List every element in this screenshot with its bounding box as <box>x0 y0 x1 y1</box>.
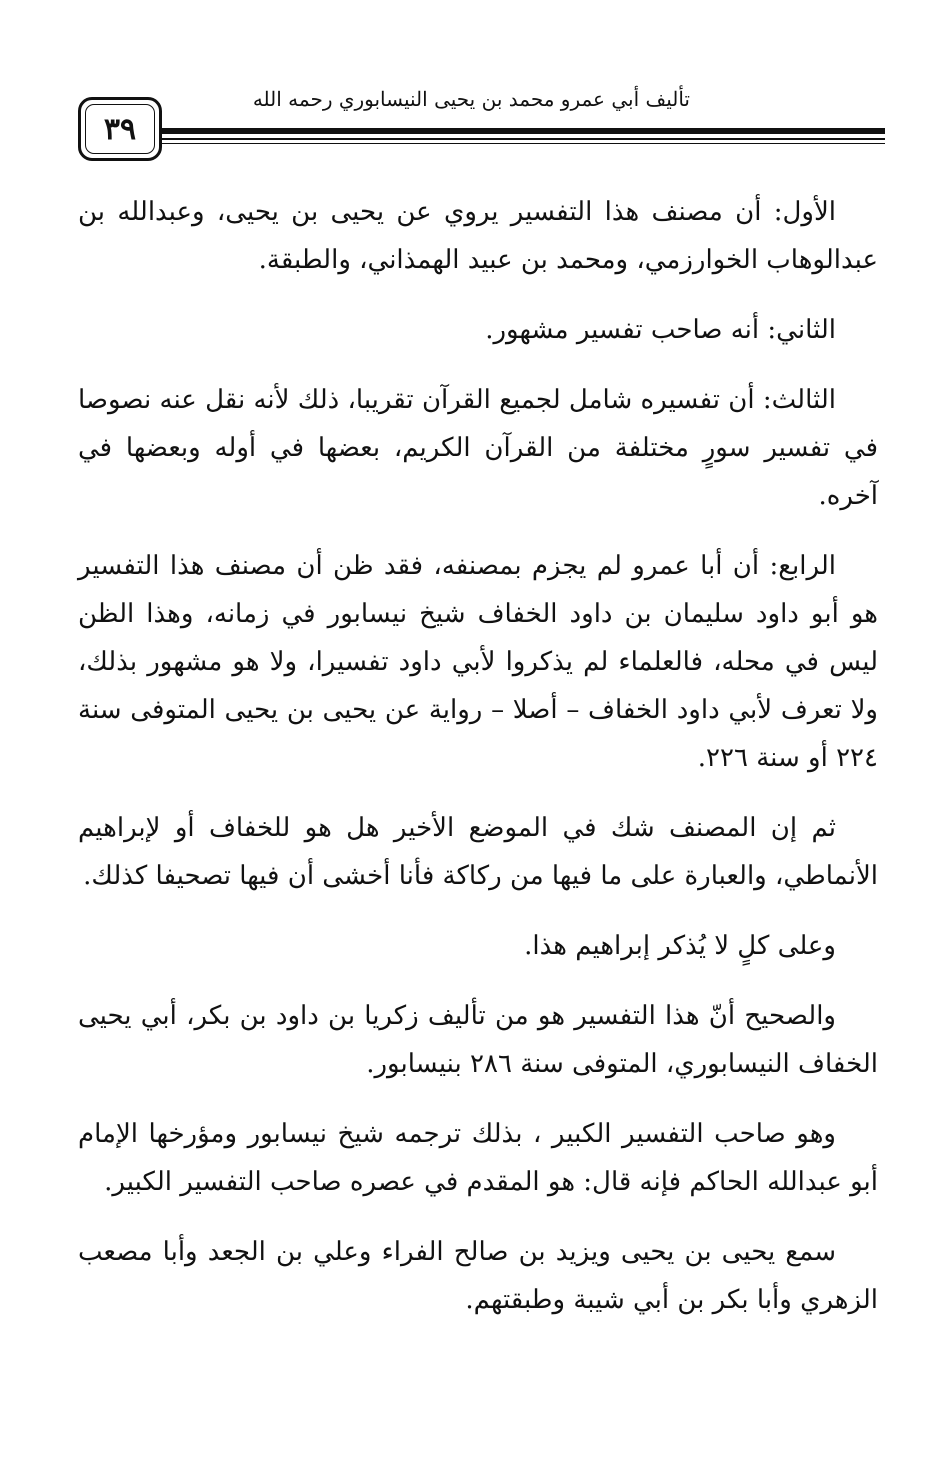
header-rule-thin-lower <box>160 143 885 144</box>
paragraph-author-doubt: ثم إن المصنف شك في الموضع الأخير هل هو للخفاف أو لإبراهيم الأنماطي، والعبارة على ما فيها من ركاكة فأنا أخشى أن فيها تصحيفا كذلك. <box>78 813 878 891</box>
header-rule-thick <box>160 128 885 134</box>
paragraph-third-point: الثالث: أن تفسيره شامل لجميع القرآن تقريبا، ذلك لأنه نقل عنه نصوصا في تفسير سورٍ مختلفة من القرآن الكريم، بعضها في أوله وبعضها في آخره. <box>78 385 878 511</box>
paragraph-biography: وهو صاحب التفسير الكبير ، بذلك ترجمه شيخ نيسابور ومؤرخها الإمام أبو عبدالله الحاكم فإنه قال: هو المقدم في عصره صاحب التفسير الكبير. <box>78 1119 878 1197</box>
paragraph-teachers: سمع يحيى بن يحيى ويزيد بن صالح الفراء وعلي بن الجعد وأبا مصعب الزهري وأبا بكر بن أبي شيبة وطبقتهم. <box>78 1237 878 1315</box>
page-number: ٣٩ <box>103 111 137 147</box>
body-text <box>78 188 878 1346</box>
header-rule-thin <box>160 138 885 140</box>
running-header-title: تأليف أبي عمرو محمد بن يحيى النيسابوري رحمه الله <box>252 87 690 111</box>
paragraph-fourth-point: الرابع: أن أبا عمرو لم يجزم بمصنفه، فقد ظن أن مصنف هذا التفسير هو أبو داود سليمان بن داود الخفاف شيخ نيسابور في زمانه، وهذا الظن ليس في محله، فالعلماء لم يذكروا لأبي داود تفسيرا، ولا هو مشهور بذلك، ولا تعرف لأبي داود الخفاف – أصلا – رواية عن يحيى بن يحيى المتوفى سنة ٢٢٤ أو سنة ٢٢٦. <box>78 551 878 773</box>
page-number-frame <box>78 97 162 161</box>
paragraph-correct-author: والصحيح أنّ هذا التفسير هو من تأليف زكريا بن داود بن بكر، أبي يحيى الخفاف النيسابوري، المتوفى سنة ٢٨٦ بنيسابور. <box>78 1001 878 1079</box>
paragraph-second-point: الثاني: أنه صاحب تفسير مشهور. <box>485 315 836 345</box>
paragraph-first-point: الأول: أن مصنف هذا التفسير يروي عن يحيى بن يحيى، وعبدالله بن عبدالوهاب الخوارزمي، ومحمد بن عبيد الهمذاني، والطبقة. <box>78 197 878 275</box>
paragraph-ibrahim: وعلى كلٍ لا يُذكر إبراهيم هذا. <box>524 931 836 961</box>
